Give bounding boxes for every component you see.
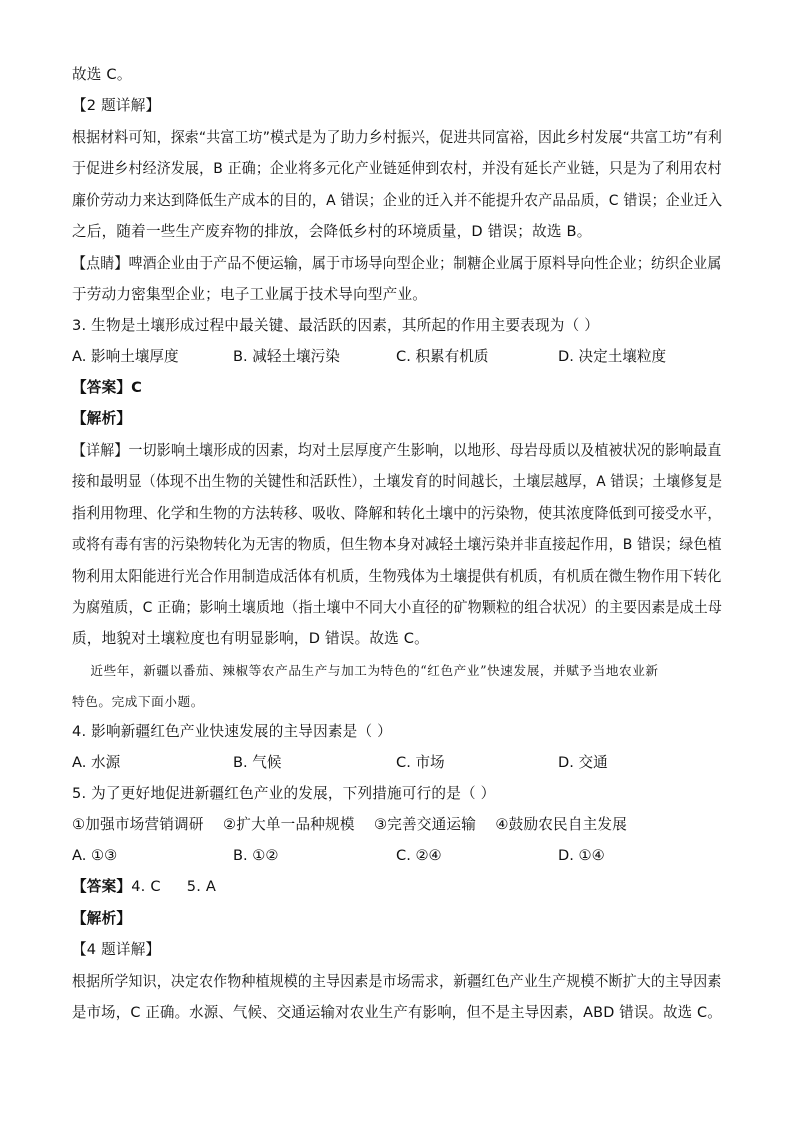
- q3-analysis-heading: 【解析】: [72, 410, 132, 427]
- q3-option-a: A. 影响土壤厚度: [72, 348, 179, 365]
- q3-detail-line: 或将有毒有害的污染物转化为无害的物质，但生物本身对减轻土壤污染并非直接起作用，B 错误；绿色植: [72, 536, 722, 553]
- q5-choices: ①加强市场营销调研 ②扩大单一品种规模 ③完善交通运输 ④鼓励农民自主发展: [72, 816, 628, 833]
- q3-stem: 3. 生物是土壤形成过程中最关键、最活跃的因素，其所起的作用主要表现为（ ）: [72, 317, 599, 334]
- q5-stem: 5. 为了更好地促进新疆红色产业的发展，下列措施可行的是（ ）: [72, 785, 496, 802]
- q2-note-line: 于劳动力密集型企业；电子工业属于技术导向型产业。: [72, 286, 428, 303]
- q5-option-c: C. ②④: [396, 847, 442, 864]
- q5-option-a: A. ①③: [72, 847, 118, 864]
- q4-option-b: B. 气候: [233, 754, 282, 771]
- q3-answer: 【答案】C: [72, 379, 143, 396]
- q2-detail-line: 之后，随着一些生产废弃物的排放，会降低乡村的环境质量，D 错误；故选 B。: [72, 223, 592, 240]
- q2-detail-heading: 【2 题详解】: [72, 97, 161, 114]
- answers-45: [72, 877, 216, 897]
- q3-detail-line: 接和最明显（体现不出生物的关键性和活跃性），土壤发育的时间越长，土壤层越厚，A 错误；土壤修复是: [72, 473, 723, 490]
- q3-detail-line: 物利用太阳能进行光合作用制造成活体有机质，生物残体为土壤提供有机质，有机质在微生物作用下转化: [72, 568, 722, 585]
- q3-option-c: C. 积累有机质: [396, 348, 489, 365]
- q3-detail-line: 【详解】一切影响土壤形成的因素，均对土层厚度产生影响，以地形、母岩母质以及植被状况的影响最直: [72, 442, 722, 459]
- q2-detail-line: 于促进乡村经济发展，B 正确；企业将多元化产业链延伸到农村，并没有延长产业链，只是为了利用农村: [72, 160, 722, 177]
- material-line: 特色。完成下面小题。: [72, 694, 204, 709]
- q2-conclusion: 故选 C。: [72, 66, 132, 83]
- q3-option-b: B. 减轻土壤污染: [233, 348, 340, 365]
- q3-detail-line: 为腐殖质，C 正确；影响土壤质地（指土壤中不同大小直径的矿物颗粒的组合状况）的主要因素是成土母: [72, 599, 722, 616]
- q3-detail-line: 指利用物理、化学和生物的方法转移、吸收、降解和转化土壤中的污染物，使其浓度降低到可接受水平，: [72, 505, 722, 522]
- q2-detail-line: 根据材料可知，探索“共富工坊”模式是为了助力乡村振兴，促进共同富裕，因此乡村发展“共富工坊”有利: [72, 129, 722, 146]
- q2-note-line: 【点睛】啤酒企业由于产品不便运输，属于市场导向型企业；制糖企业属于原料导向性企业；纺织企业属: [72, 255, 722, 272]
- q3-detail-line: 质，地貌对土壤粒度也有明显影响，D 错误。故选 C。: [72, 630, 429, 647]
- q3-option-d: D. 决定土壤粒度: [558, 348, 667, 365]
- q4-detail-heading: 【4 题详解】: [72, 941, 161, 958]
- q4-option-a: A. 水源: [72, 754, 121, 771]
- q4-option-d: D. 交通: [558, 754, 608, 771]
- q4-detail-line: 根据所学知识，决定农作物种植规模的主导因素是市场需求，新疆红色产业生产规模不断扩大的主导因素: [72, 973, 722, 990]
- analysis-45-heading: 【解析】: [72, 910, 132, 927]
- q4-option-c: C. 市场: [396, 754, 445, 771]
- q4-stem: 4. 影响新疆红色产业快速发展的主导因素是（ ）: [72, 723, 392, 740]
- q4-detail-line: 是市场，C 正确。水源、气候、交通运输对农业生产有影响，但不是主导因素，ABD 错误。故选 C。: [72, 1004, 722, 1021]
- q5-option-d: D. ①④: [558, 847, 605, 864]
- answer-q4: 4. C: [131, 878, 161, 895]
- answers-45-label: 【答案】: [72, 878, 132, 895]
- q5-option-b: B. ①②: [233, 847, 279, 864]
- q2-detail-line: 廉价劳动力来达到降低生产成本的目的，A 错误；企业的迁入并不能提升农产品品质，C 错误；企业迁入: [72, 192, 723, 209]
- answer-q5: 5. A: [186, 878, 217, 895]
- material-line: 近些年，新疆以番茄、辣椒等农产品生产与加工为特色的“红色产业”快速发展，并赋予当地农业新: [72, 663, 659, 678]
